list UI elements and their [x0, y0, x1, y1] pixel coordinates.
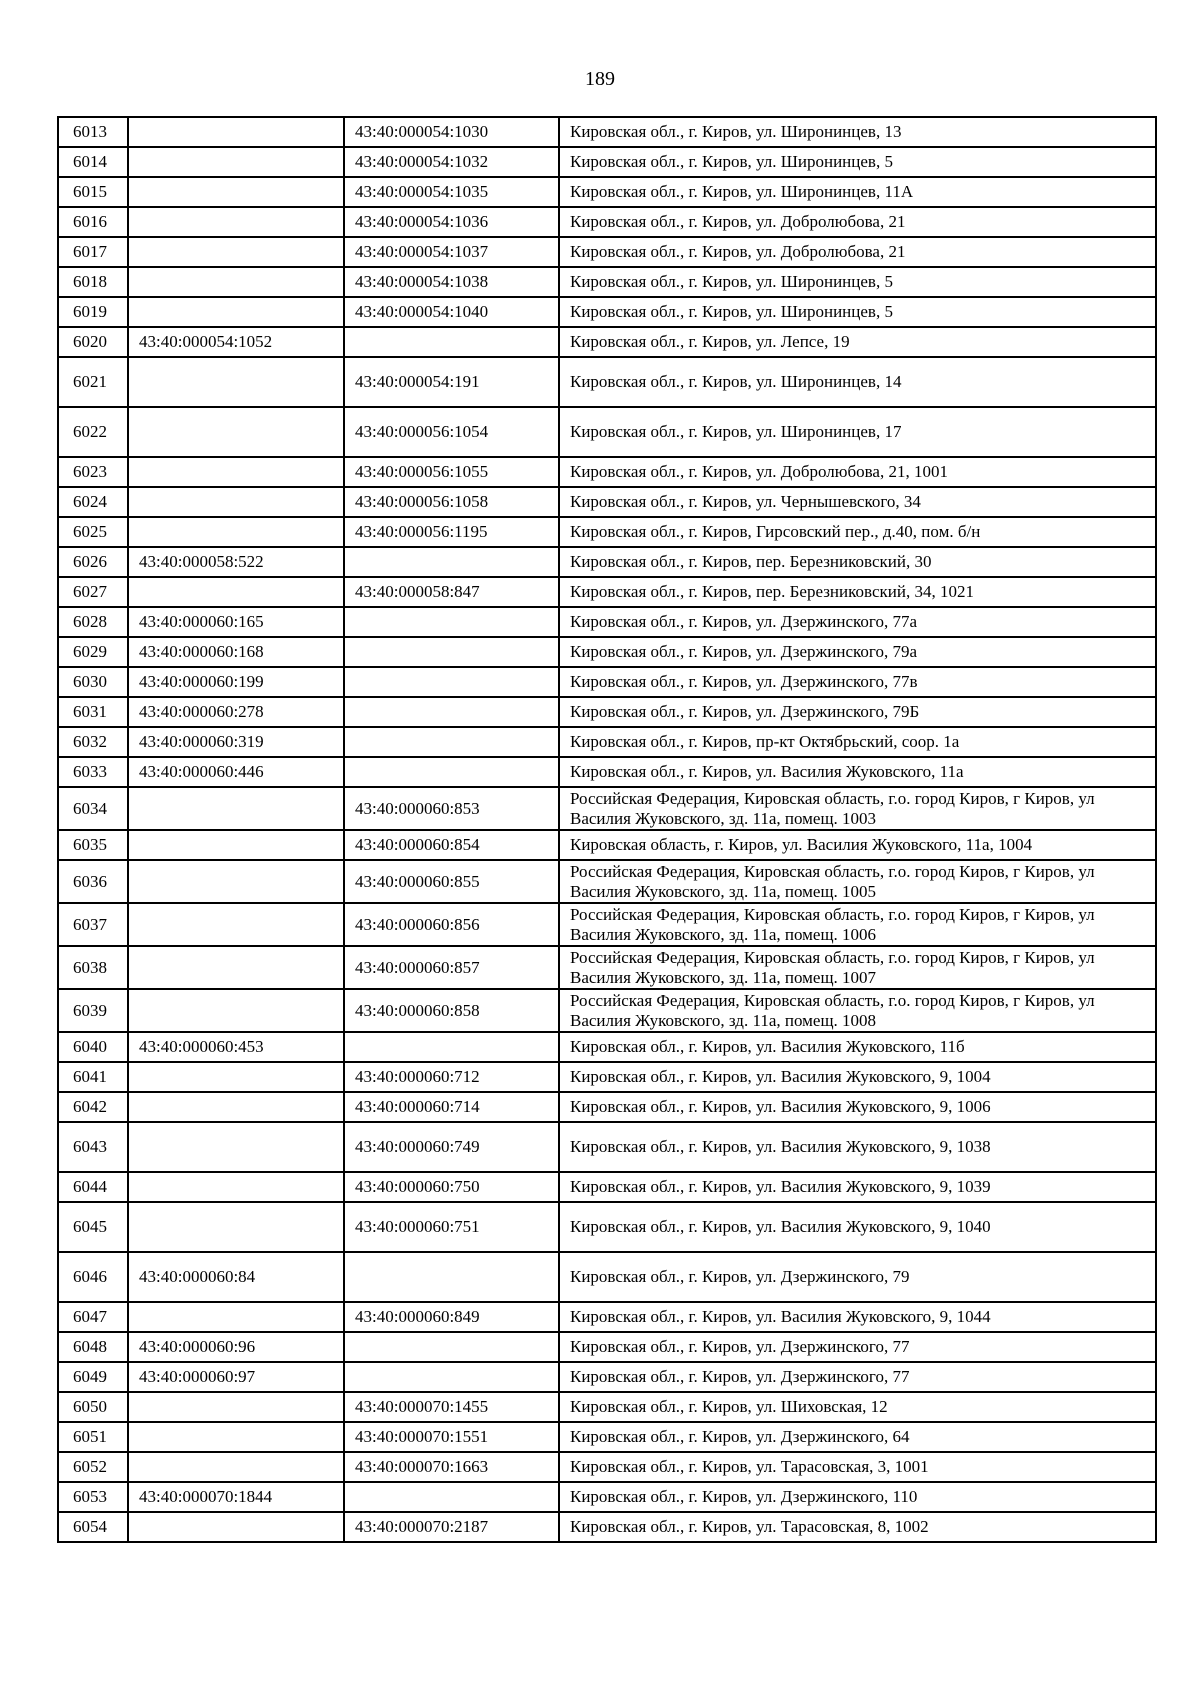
cadastral-number-land-cell	[128, 577, 344, 607]
address-cell: Кировская обл., г. Киров, ул. Дзержинского, 77а	[559, 607, 1156, 637]
table-row	[58, 237, 1156, 267]
address-cell: Кировская обл., г. Киров, ул. Широнинцев, 13	[559, 117, 1156, 147]
row-number-cell: 6049	[58, 1362, 128, 1392]
cadastral-number-land-cell	[128, 237, 344, 267]
row-number-cell: 6040	[58, 1032, 128, 1062]
table-row	[58, 903, 1156, 946]
table-row	[58, 989, 1156, 1032]
cadastral-number-land-cell	[128, 903, 344, 946]
table-row	[58, 1202, 1156, 1252]
address-cell: Кировская обл., г. Киров, ул. Лепсе, 19	[559, 327, 1156, 357]
table-row	[58, 1512, 1156, 1542]
cadastral-number-land-cell: 43:40:000060:165	[128, 607, 344, 637]
cadastral-number-land-cell	[128, 457, 344, 487]
cadastral-number-land-cell: 43:40:000060:96	[128, 1332, 344, 1362]
table-row	[58, 207, 1156, 237]
cadastral-number-object-cell	[344, 1252, 559, 1302]
cadastral-number-land-cell: 43:40:000060:97	[128, 1362, 344, 1392]
cadastral-number-land-cell	[128, 860, 344, 903]
cadastral-number-object-cell	[344, 757, 559, 787]
address-cell: Кировская обл., г. Киров, ул. Шиховская, 12	[559, 1392, 1156, 1422]
cadastral-number-object-cell: 43:40:000054:1036	[344, 207, 559, 237]
table-row	[58, 267, 1156, 297]
address-cell: Российская Федерация, Кировская область, г.о. город Киров, г Киров, ул Василия Жуковского, зд. 11а, помещ. 1005	[559, 860, 1156, 903]
table-row	[58, 407, 1156, 457]
cadastral-number-object-cell: 43:40:000060:714	[344, 1092, 559, 1122]
row-number-cell: 6016	[58, 207, 128, 237]
row-number-cell: 6024	[58, 487, 128, 517]
cadastral-number-land-cell	[128, 1122, 344, 1172]
table-row	[58, 517, 1156, 547]
address-cell: Кировская обл., г. Киров, ул. Широнинцев, 5	[559, 267, 1156, 297]
cadastral-number-land-cell: 43:40:000060:278	[128, 697, 344, 727]
cadastral-number-object-cell: 43:40:000070:2187	[344, 1512, 559, 1542]
row-number-cell: 6047	[58, 1302, 128, 1332]
cadastral-number-object-cell	[344, 1032, 559, 1062]
table-row	[58, 457, 1156, 487]
address-cell: Российская Федерация, Кировская область, г.о. город Киров, г Киров, ул Василия Жуковского, зд. 11а, помещ. 1008	[559, 989, 1156, 1032]
cadastral-number-land-cell	[128, 1302, 344, 1332]
row-number-cell: 6043	[58, 1122, 128, 1172]
address-cell: Российская Федерация, Кировская область, г.о. город Киров, г Киров, ул Василия Жуковского, зд. 11а, помещ. 1007	[559, 946, 1156, 989]
cadastral-number-land-cell	[128, 1172, 344, 1202]
address-cell: Российская Федерация, Кировская область, г.о. город Киров, г Киров, ул Василия Жуковского, зд. 11а, помещ. 1006	[559, 903, 1156, 946]
row-number-cell: 6051	[58, 1422, 128, 1452]
cadastral-number-object-cell: 43:40:000060:858	[344, 989, 559, 1032]
row-number-cell: 6029	[58, 637, 128, 667]
cadastral-number-land-cell: 43:40:000060:84	[128, 1252, 344, 1302]
address-cell: Кировская обл., г. Киров, ул. Дзержинского, 79	[559, 1252, 1156, 1302]
row-number-cell: 6048	[58, 1332, 128, 1362]
row-number-cell: 6037	[58, 903, 128, 946]
cadastral-number-object-cell: 43:40:000056:1195	[344, 517, 559, 547]
cadastral-number-object-cell	[344, 1362, 559, 1392]
cadastral-number-object-cell	[344, 727, 559, 757]
cadastral-number-object-cell: 43:40:000060:849	[344, 1302, 559, 1332]
cadastral-number-land-cell	[128, 407, 344, 457]
cadastral-number-object-cell: 43:40:000060:855	[344, 860, 559, 903]
cadastral-number-land-cell: 43:40:000054:1052	[128, 327, 344, 357]
address-cell: Кировская обл., г. Киров, пер. Березниковский, 30	[559, 547, 1156, 577]
row-number-cell: 6033	[58, 757, 128, 787]
cadastral-number-object-cell: 43:40:000058:847	[344, 577, 559, 607]
cadastral-number-object-cell: 43:40:000054:191	[344, 357, 559, 407]
cadastral-number-land-cell	[128, 117, 344, 147]
cadastral-number-object-cell	[344, 1332, 559, 1362]
table-row	[58, 147, 1156, 177]
table-row	[58, 860, 1156, 903]
cadastral-number-land-cell	[128, 1452, 344, 1482]
table-row	[58, 1252, 1156, 1302]
table-row	[58, 1172, 1156, 1202]
address-cell: Кировская обл., г. Киров, ул. Дзержинского, 77	[559, 1332, 1156, 1362]
table-row	[58, 327, 1156, 357]
table-row	[58, 117, 1156, 147]
cadastral-number-object-cell: 43:40:000054:1040	[344, 297, 559, 327]
row-number-cell: 6039	[58, 989, 128, 1032]
row-number-cell: 6017	[58, 237, 128, 267]
cadastral-number-object-cell	[344, 547, 559, 577]
row-number-cell: 6032	[58, 727, 128, 757]
address-cell: Кировская обл., г. Киров, ул. Василия Жуковского, 9, 1038	[559, 1122, 1156, 1172]
table-row	[58, 830, 1156, 860]
row-number-cell: 6025	[58, 517, 128, 547]
cadastral-number-object-cell	[344, 1482, 559, 1512]
address-cell: Кировская обл., г. Киров, ул. Добролюбова, 21	[559, 237, 1156, 267]
row-number-cell: 6030	[58, 667, 128, 697]
table-row	[58, 1062, 1156, 1092]
cadastral-number-object-cell	[344, 607, 559, 637]
table-row	[58, 757, 1156, 787]
address-cell: Кировская обл., г. Киров, ул. Дзержинского, 77	[559, 1362, 1156, 1392]
table-row	[58, 1452, 1156, 1482]
row-number-cell: 6041	[58, 1062, 128, 1092]
cadastral-number-object-cell: 43:40:000060:857	[344, 946, 559, 989]
cadastral-number-land-cell	[128, 830, 344, 860]
row-number-cell: 6054	[58, 1512, 128, 1542]
table-row	[58, 1032, 1156, 1062]
registry-table-body	[58, 117, 1156, 1542]
row-number-cell: 6045	[58, 1202, 128, 1252]
cadastral-number-land-cell	[128, 1202, 344, 1252]
address-cell: Кировская обл., г. Киров, ул. Дзержинского, 79а	[559, 637, 1156, 667]
cadastral-number-land-cell	[128, 1392, 344, 1422]
table-row	[58, 487, 1156, 517]
row-number-cell: 6053	[58, 1482, 128, 1512]
cadastral-number-object-cell: 43:40:000054:1032	[344, 147, 559, 177]
row-number-cell: 6036	[58, 860, 128, 903]
table-row	[58, 1332, 1156, 1362]
cadastral-number-land-cell	[128, 357, 344, 407]
cadastral-number-object-cell: 43:40:000060:854	[344, 830, 559, 860]
cadastral-number-object-cell: 43:40:000060:751	[344, 1202, 559, 1252]
cadastral-number-object-cell: 43:40:000056:1058	[344, 487, 559, 517]
cadastral-number-land-cell	[128, 946, 344, 989]
row-number-cell: 6015	[58, 177, 128, 207]
row-number-cell: 6050	[58, 1392, 128, 1422]
cadastral-number-object-cell	[344, 637, 559, 667]
address-cell: Кировская область, г. Киров, ул. Василия Жуковского, 11а, 1004	[559, 830, 1156, 860]
table-row	[58, 1422, 1156, 1452]
row-number-cell: 6035	[58, 830, 128, 860]
table-row	[58, 297, 1156, 327]
cadastral-number-land-cell	[128, 207, 344, 237]
address-cell: Кировская обл., г. Киров, ул. Василия Жуковского, 9, 1006	[559, 1092, 1156, 1122]
row-number-cell: 6042	[58, 1092, 128, 1122]
cadastral-number-object-cell	[344, 327, 559, 357]
address-cell: Кировская обл., г. Киров, ул. Широнинцев, 11А	[559, 177, 1156, 207]
address-cell: Кировская обл., г. Киров, ул. Василия Жуковского, 11а	[559, 757, 1156, 787]
cadastral-number-land-cell	[128, 787, 344, 830]
cadastral-number-object-cell: 43:40:000070:1663	[344, 1452, 559, 1482]
table-row	[58, 357, 1156, 407]
cadastral-number-object-cell: 43:40:000060:750	[344, 1172, 559, 1202]
address-cell: Кировская обл., г. Киров, ул. Тарасовская, 8, 1002	[559, 1512, 1156, 1542]
address-cell: Кировская обл., г. Киров, ул. Широнинцев, 5	[559, 147, 1156, 177]
table-row	[58, 577, 1156, 607]
address-cell: Кировская обл., г. Киров, ул. Широнинцев, 14	[559, 357, 1156, 407]
row-number-cell: 6034	[58, 787, 128, 830]
cadastral-number-object-cell: 43:40:000070:1455	[344, 1392, 559, 1422]
address-cell: Кировская обл., г. Киров, Гирсовский пер., д.40, пом. б/н	[559, 517, 1156, 547]
row-number-cell: 6021	[58, 357, 128, 407]
cadastral-number-object-cell: 43:40:000060:749	[344, 1122, 559, 1172]
cadastral-number-object-cell: 43:40:000060:712	[344, 1062, 559, 1092]
table-row	[58, 547, 1156, 577]
cadastral-number-object-cell: 43:40:000054:1038	[344, 267, 559, 297]
address-cell: Кировская обл., г. Киров, ул. Василия Жуковского, 11б	[559, 1032, 1156, 1062]
row-number-cell: 6027	[58, 577, 128, 607]
page-number: 189	[585, 68, 615, 90]
row-number-cell: 6044	[58, 1172, 128, 1202]
address-cell: Кировская обл., г. Киров, пр-кт Октябрьский, соор. 1а	[559, 727, 1156, 757]
cadastral-number-object-cell: 43:40:000054:1037	[344, 237, 559, 267]
registry-table	[57, 116, 1157, 1543]
address-cell: Кировская обл., г. Киров, ул. Тарасовская, 3, 1001	[559, 1452, 1156, 1482]
cadastral-number-object-cell	[344, 667, 559, 697]
address-cell: Кировская обл., г. Киров, ул. Василия Жуковского, 9, 1044	[559, 1302, 1156, 1332]
table-row	[58, 727, 1156, 757]
address-cell: Российская Федерация, Кировская область, г.о. город Киров, г Киров, ул Василия Жуковского, зд. 11а, помещ. 1003	[559, 787, 1156, 830]
table-row	[58, 177, 1156, 207]
cadastral-number-land-cell	[128, 1512, 344, 1542]
cadastral-number-land-cell	[128, 989, 344, 1032]
cadastral-number-land-cell: 43:40:000060:446	[128, 757, 344, 787]
address-cell: Кировская обл., г. Киров, ул. Дзержинского, 64	[559, 1422, 1156, 1452]
table-row	[58, 1392, 1156, 1422]
address-cell: Кировская обл., г. Киров, ул. Чернышевского, 34	[559, 487, 1156, 517]
row-number-cell: 6026	[58, 547, 128, 577]
cadastral-number-land-cell: 43:40:000070:1844	[128, 1482, 344, 1512]
cadastral-number-object-cell: 43:40:000056:1055	[344, 457, 559, 487]
table-row	[58, 1092, 1156, 1122]
address-cell: Кировская обл., г. Киров, ул. Широнинцев, 5	[559, 297, 1156, 327]
address-cell: Кировская обл., г. Киров, ул. Дзержинского, 79Б	[559, 697, 1156, 727]
cadastral-number-land-cell	[128, 1062, 344, 1092]
cadastral-number-object-cell: 43:40:000054:1030	[344, 117, 559, 147]
row-number-cell: 6046	[58, 1252, 128, 1302]
address-cell: Кировская обл., г. Киров, ул. Василия Жуковского, 9, 1039	[559, 1172, 1156, 1202]
row-number-cell: 6052	[58, 1452, 128, 1482]
address-cell: Кировская обл., г. Киров, ул. Василия Жуковского, 9, 1040	[559, 1202, 1156, 1252]
cadastral-number-object-cell: 43:40:000060:853	[344, 787, 559, 830]
cadastral-number-object-cell: 43:40:000060:856	[344, 903, 559, 946]
cadastral-number-land-cell: 43:40:000060:199	[128, 667, 344, 697]
table-row	[58, 607, 1156, 637]
address-cell: Кировская обл., г. Киров, ул. Василия Жуковского, 9, 1004	[559, 1062, 1156, 1092]
cadastral-number-land-cell	[128, 267, 344, 297]
address-cell: Кировская обл., г. Киров, ул. Широнинцев, 17	[559, 407, 1156, 457]
table-row	[58, 1482, 1156, 1512]
cadastral-number-object-cell: 43:40:000070:1551	[344, 1422, 559, 1452]
cadastral-number-land-cell: 43:40:000060:168	[128, 637, 344, 667]
cadastral-number-land-cell	[128, 177, 344, 207]
table-row	[58, 1302, 1156, 1332]
row-number-cell: 6028	[58, 607, 128, 637]
row-number-cell: 6031	[58, 697, 128, 727]
cadastral-number-object-cell: 43:40:000056:1054	[344, 407, 559, 457]
cadastral-number-land-cell: 43:40:000058:522	[128, 547, 344, 577]
cadastral-number-land-cell	[128, 297, 344, 327]
address-cell: Кировская обл., г. Киров, ул. Добролюбова, 21	[559, 207, 1156, 237]
cadastral-number-land-cell: 43:40:000060:453	[128, 1032, 344, 1062]
row-number-cell: 6014	[58, 147, 128, 177]
cadastral-number-object-cell: 43:40:000054:1035	[344, 177, 559, 207]
address-cell: Кировская обл., г. Киров, ул. Дзержинского, 77в	[559, 667, 1156, 697]
table-row	[58, 946, 1156, 989]
row-number-cell: 6018	[58, 267, 128, 297]
cadastral-number-land-cell	[128, 1422, 344, 1452]
cadastral-number-land-cell	[128, 1092, 344, 1122]
row-number-cell: 6020	[58, 327, 128, 357]
table-row	[58, 697, 1156, 727]
cadastral-number-land-cell	[128, 147, 344, 177]
row-number-cell: 6022	[58, 407, 128, 457]
table-row	[58, 667, 1156, 697]
table-row	[58, 637, 1156, 667]
table-row	[58, 1362, 1156, 1392]
row-number-cell: 6023	[58, 457, 128, 487]
address-cell: Кировская обл., г. Киров, ул. Дзержинского, 110	[559, 1482, 1156, 1512]
address-cell: Кировская обл., г. Киров, пер. Березниковский, 34, 1021	[559, 577, 1156, 607]
row-number-cell: 6013	[58, 117, 128, 147]
cadastral-number-land-cell	[128, 487, 344, 517]
row-number-cell: 6019	[58, 297, 128, 327]
cadastral-number-land-cell: 43:40:000060:319	[128, 727, 344, 757]
row-number-cell: 6038	[58, 946, 128, 989]
cadastral-number-land-cell	[128, 517, 344, 547]
table-row	[58, 1122, 1156, 1172]
table-row	[58, 787, 1156, 830]
cadastral-number-object-cell	[344, 697, 559, 727]
address-cell: Кировская обл., г. Киров, ул. Добролюбова, 21, 1001	[559, 457, 1156, 487]
